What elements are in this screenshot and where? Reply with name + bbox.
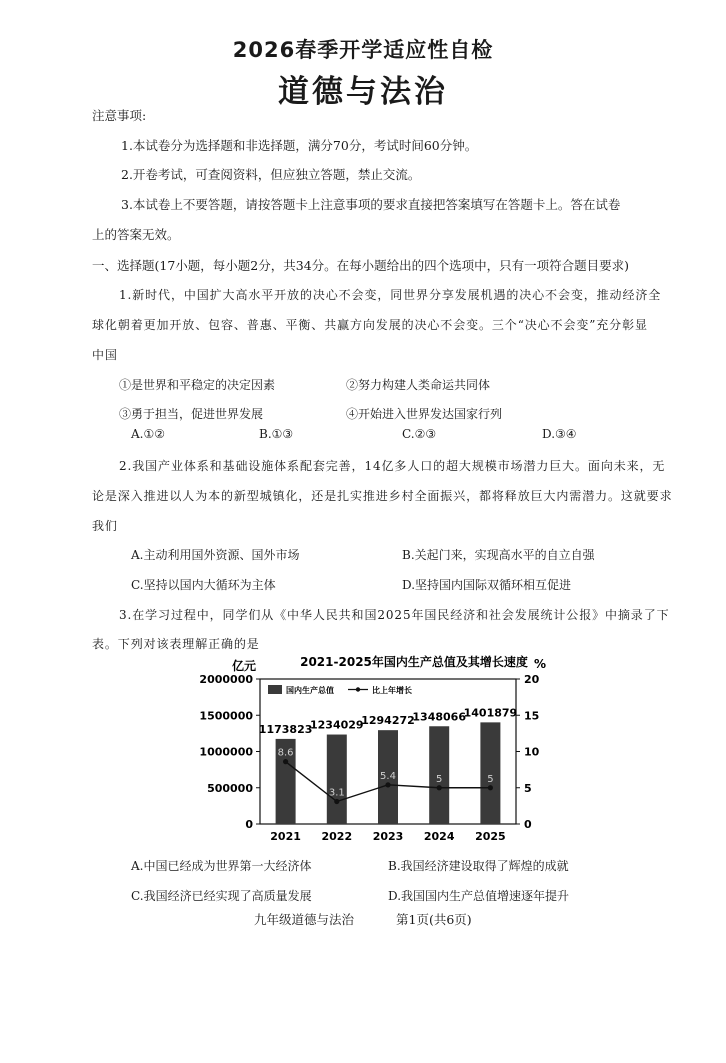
- growth-point: [488, 785, 493, 790]
- q1-option-b: B.①③: [259, 427, 294, 441]
- q3-option-d: D.我国国内生产总值增速逐年提升: [388, 889, 570, 903]
- gdp-chart: [196, 650, 576, 846]
- q3-line-1: 3.在学习过程中，同学们从《中华人民共和国2025年国民经济和社会发展统计公报》中摘录了下: [119, 608, 670, 622]
- q1-option-d: D.③④: [542, 427, 577, 441]
- right-tick-label: 20: [524, 673, 540, 686]
- q1-line-3: 中国: [92, 348, 118, 362]
- q2-option-a: A.主动利用国外资源、国外市场: [131, 548, 300, 562]
- growth-point: [385, 782, 390, 787]
- growth-value-label: 5: [436, 773, 443, 785]
- bar-value-label: 1294272: [361, 714, 415, 728]
- footer-subject: 九年级道德与法治: [254, 912, 355, 927]
- q2-option-c: C.坚持以国内大循环为主体: [131, 578, 276, 592]
- q3-option-b: B.我国经济建设取得了辉煌的成就: [388, 859, 569, 873]
- right-tick-label: 0: [524, 818, 532, 831]
- x-tick-label: 2022: [321, 830, 353, 843]
- right-tick-label: 5: [524, 781, 532, 795]
- growth-point: [437, 785, 442, 790]
- q1-statement-2: ②努力构建人类命运共同体: [346, 378, 491, 392]
- footer-page: 第1页(共6页): [396, 912, 472, 927]
- notice-item-3: 3.本试卷上不要答题，请按答题卡上注意事项的要求直接把答案填写在答题卡上。答在试卷: [121, 197, 621, 212]
- growth-point: [283, 759, 288, 764]
- x-tick-label: 2023: [372, 830, 404, 843]
- q1-line-2: 球化朝着更加开放、包容、普惠、平衡、共赢方向发展的决心不会变。三个“决心不会变”充分彰显: [92, 318, 648, 332]
- bar-value-label: 1401879: [463, 706, 518, 720]
- left-tick-label: 1500000: [199, 709, 253, 723]
- bar-value-label: 1234029: [310, 718, 364, 732]
- notice-item-3-cont: 上的答案无效。: [92, 227, 180, 242]
- q2-line-2: 论是深入推进以人为本的新型城镇化，还是扎实推进乡村全面振兴，都将释放巨大内需潜力。这就要求: [92, 489, 673, 503]
- q1-statement-4: ④开始进入世界发达国家行列: [346, 407, 503, 421]
- chart-title: 2021-2025年国内生产总值及其增长速度: [300, 655, 528, 669]
- notice-heading: 注意事项:: [92, 108, 147, 123]
- q2-option-b: B.关起门来，实现高水平的自立自强: [402, 548, 595, 562]
- subject-title: 道德与法治: [278, 74, 448, 110]
- growth-value-label: 5.4: [380, 770, 396, 782]
- bar-2022: [327, 735, 347, 824]
- q1-line-1: 1.新时代，中国扩大高水平开放的决心不会变，同世界分享发展机遇的决心不会变，推动经济全: [119, 288, 662, 302]
- q2-line-3: 我们: [92, 519, 118, 533]
- legend-line-marker: [356, 687, 360, 691]
- right-tick-label: 15: [524, 709, 540, 723]
- notice-item-2: 2.开卷考试，可查阅资料，但应独立答题，禁止交流。: [121, 167, 421, 182]
- q2-line-1: 2.我国产业体系和基础设施体系配套完善，14亿多人口的超大规模市场潜力巨大。面向未来，无: [119, 459, 666, 473]
- legend-line-label: 比上年增长: [372, 686, 412, 695]
- q1-statement-1: ①是世界和平稳定的决定因素: [119, 378, 276, 392]
- bar-value-label: 1173823: [258, 722, 313, 736]
- right-axis-unit: %: [534, 657, 547, 671]
- exam-title: 2026春季开学适应性自检: [232, 38, 494, 62]
- q2-option-d: D.坚持国内国际双循环相互促进: [402, 578, 572, 592]
- x-tick-label: 2024: [423, 830, 455, 843]
- legend-bar-label: 国内生产总值: [286, 686, 334, 695]
- q3-line-2: 表。下列对该表理解正确的是: [92, 637, 260, 651]
- left-tick-label: 0: [245, 818, 253, 831]
- bar-value-label: 1348066: [412, 710, 466, 724]
- x-tick-label: 2021: [270, 830, 301, 843]
- q3-option-c: C.我国经济已经实现了高质量发展: [131, 889, 312, 903]
- legend-bar-swatch: [268, 685, 282, 694]
- left-tick-label: 2000000: [199, 673, 253, 686]
- growth-value-label: 8.6: [277, 747, 294, 759]
- q1-option-c: C.②③: [402, 427, 437, 441]
- section-heading: 一、选择题(17小题，每小题2分，共34分。在每小题给出的四个选项中，只有一项符合题目要求): [92, 258, 630, 273]
- growth-value-label: 5: [487, 773, 494, 785]
- q3-option-a: A.中国已经成为世界第一大经济体: [131, 859, 312, 873]
- left-tick-label: 1000000: [199, 745, 253, 759]
- growth-point: [334, 799, 339, 804]
- x-tick-label: 2025: [475, 830, 506, 843]
- q1-option-a: A.①②: [131, 427, 165, 441]
- growth-value-label: 3.1: [328, 787, 345, 799]
- left-axis-unit: 亿元: [232, 659, 257, 673]
- left-tick-label: 500000: [207, 781, 253, 795]
- q1-statement-3: ③勇于担当，促进世界发展: [119, 407, 264, 421]
- notice-item-1: 1.本试卷分为选择题和非选择题，满分70分，考试时间60分钟。: [121, 138, 478, 153]
- right-tick-label: 10: [524, 745, 540, 759]
